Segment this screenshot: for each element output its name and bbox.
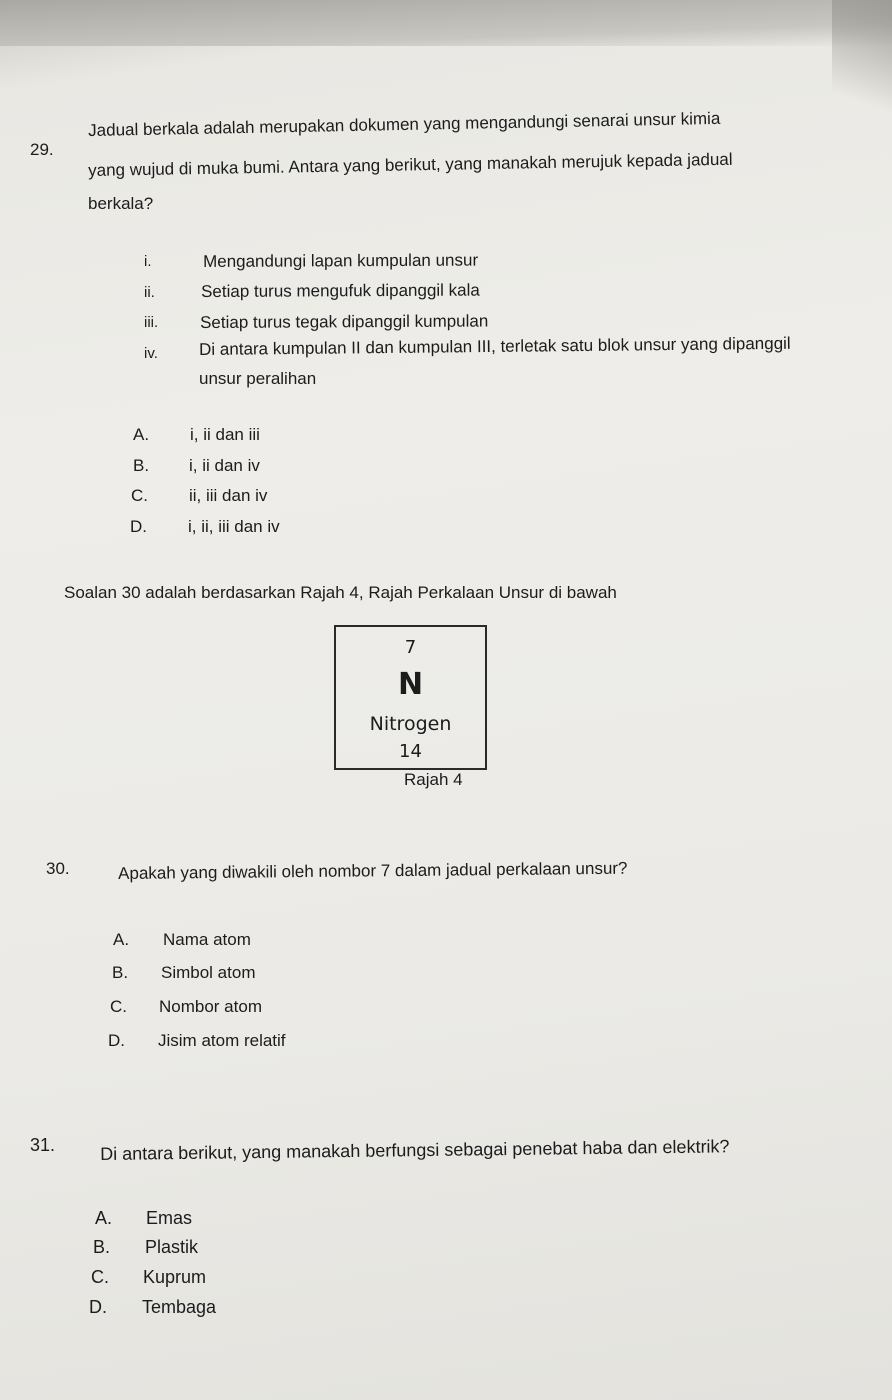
option-letter: B.: [93, 1237, 111, 1257]
option-text: Emas: [146, 1208, 193, 1228]
option-text: Plastik: [145, 1237, 199, 1257]
relative-atomic-mass: 14: [399, 741, 422, 762]
statement-roman: ii.: [144, 284, 155, 301]
statement-roman: iii.: [144, 314, 159, 331]
option-text: Nama atom: [163, 930, 251, 949]
option-text: Simbol atom: [161, 963, 256, 982]
question-stem-line: berkala?: [88, 194, 154, 213]
paper-fold-shadow: [0, 0, 892, 46]
atomic-number: 7: [404, 637, 417, 658]
paper-corner-shadow: [832, 0, 892, 120]
question-stem-line: yang wujud di muka bumi. Antara yang berikut, yang manakah merujuk kepada jadual: [88, 149, 733, 180]
element-name: Nitrogen: [369, 713, 452, 735]
option-letter: D.: [89, 1297, 107, 1317]
statement-text-continued: unsur peralihan: [199, 369, 317, 388]
option-text: Nombor atom: [159, 997, 262, 1016]
option-letter: C.: [91, 1267, 109, 1287]
element-symbol: N: [397, 667, 424, 702]
statement-roman: i.: [144, 253, 152, 270]
option-text: Kuprum: [143, 1267, 207, 1287]
statement-roman: iv.: [144, 345, 158, 362]
option-text: Tembaga: [142, 1297, 217, 1317]
option-letter: A.: [113, 930, 130, 949]
section-intro: Soalan 30 adalah berdasarkan Rajah 4, Rajah Perkalaan Unsur di bawah: [64, 583, 617, 602]
option-letter: B.: [112, 963, 129, 982]
question-number: 31.: [30, 1135, 56, 1155]
question-number: 29.: [30, 140, 54, 159]
question-number: 30.: [46, 859, 70, 878]
option-text: i, ii dan iii: [190, 425, 260, 444]
statement-text: Setiap turus mengufuk dipanggil kala: [201, 280, 480, 301]
statement-text: Mengandungi lapan kumpulan unsur: [203, 250, 479, 271]
option-letter: A.: [95, 1208, 113, 1228]
question-stem: Apakah yang diwakili oleh nombor 7 dalam jadual perkalaan unsur?: [118, 858, 628, 883]
element-tile: [334, 625, 487, 770]
statement-text: Di antara kumpulan II dan kumpulan III, terletak satu blok unsur yang dipanggil: [199, 333, 791, 359]
figure-caption: Rajah 4: [404, 770, 463, 789]
option-text: ii, iii dan iv: [189, 486, 268, 505]
option-text: i, ii, iii dan iv: [188, 517, 280, 536]
option-text: Jisim atom relatif: [158, 1031, 286, 1050]
option-letter: A.: [133, 425, 150, 444]
option-letter: D.: [108, 1031, 125, 1050]
option-letter: D.: [130, 517, 147, 536]
question-stem-line: Jadual berkala adalah merupakan dokumen yang mengandungi senarai unsur kimia: [88, 108, 721, 140]
option-letter: B.: [133, 456, 150, 475]
option-letter: C.: [110, 997, 127, 1016]
question-stem: Di antara berikut, yang manakah berfungsi sebagai penebat haba dan elektrik?: [100, 1136, 730, 1164]
option-text: i, ii dan iv: [189, 456, 260, 475]
option-letter: C.: [131, 486, 148, 505]
statement-text: Setiap turus tegak dipanggil kumpulan: [200, 311, 489, 332]
